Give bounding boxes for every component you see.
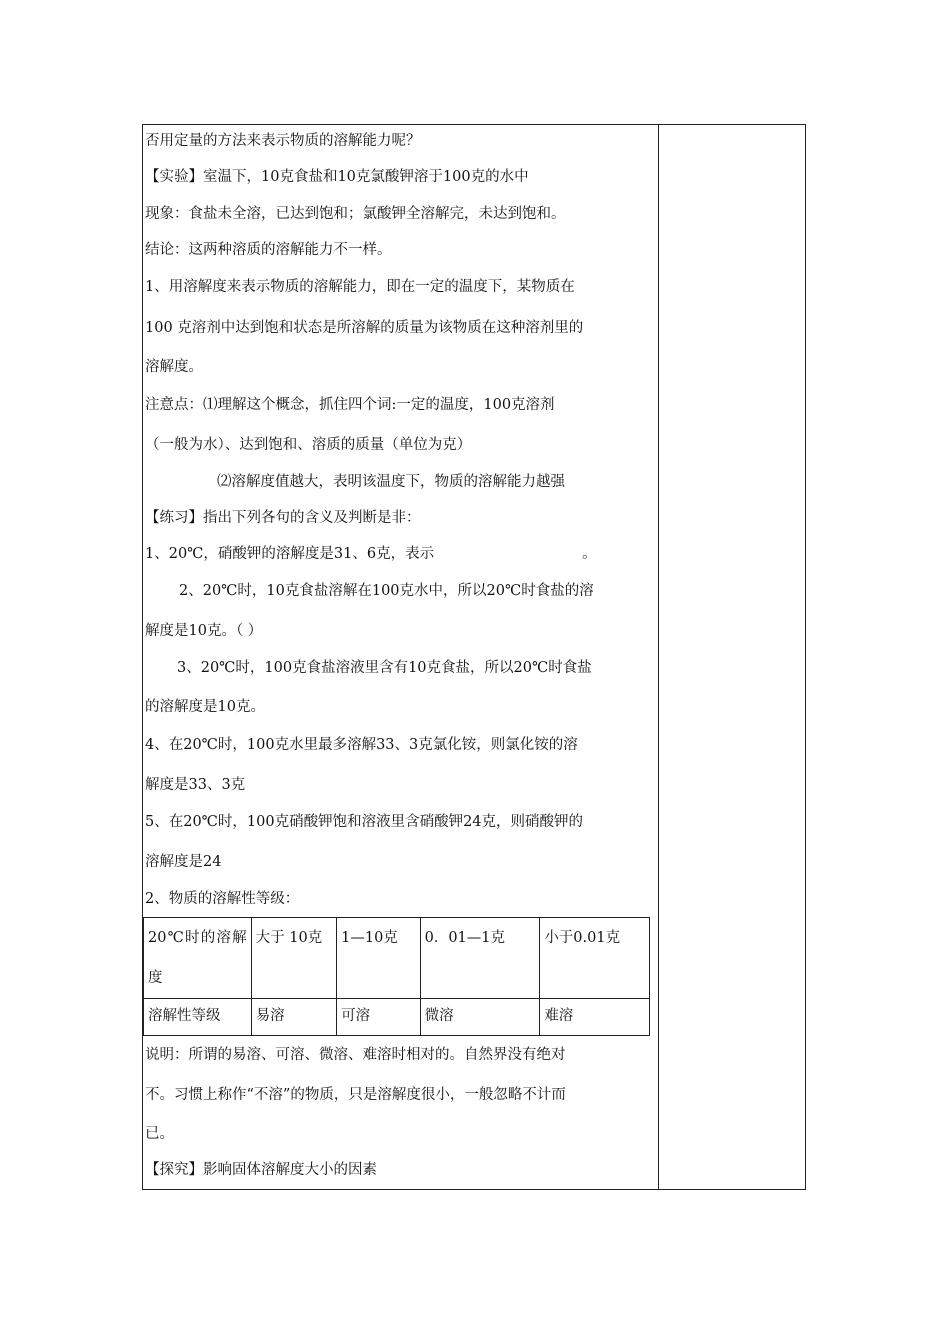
table-cell: 易溶: [251, 999, 337, 1036]
table-cell: 难溶: [540, 999, 650, 1036]
table-cell: 可溶: [337, 999, 420, 1036]
practice-item-end: 。: [582, 546, 597, 562]
solubility-level-heading: 2、物质的溶解性等级：: [145, 891, 300, 907]
explanation-line: 说明：所谓的易溶、可溶、微溶、难溶时相对的。自然界没有绝对: [145, 1047, 566, 1063]
explore-heading: 【探究】影响固体溶解度大小的因素: [145, 1162, 377, 1178]
note-line: 注意点：⑴理解这个概念，抓住四个词:一定的温度，100克溶剂: [145, 397, 555, 413]
table-cell: 大于 10克: [251, 918, 337, 999]
solubility-table: [143, 917, 650, 1036]
table-row: [144, 918, 650, 999]
table-cell: 0．01—1克: [420, 918, 540, 999]
table-cell: 1—10克: [337, 918, 420, 999]
practice-heading: 【练习】指出下列各句的含义及判断是非：: [145, 510, 421, 526]
note-line: （一般为水）、达到饱和、溶质的质量（单位为克）: [145, 437, 472, 453]
table-cell: 小于0.01克: [540, 918, 650, 999]
definition-line: 1、用溶解度来表示物质的溶解能力，即在一定的温度下，某物质在: [145, 279, 575, 295]
practice-item: 4、在20℃时，100克水里最多溶解33、3克氯化铵，则氯化铵的溶: [145, 737, 578, 753]
note-line: ⑵溶解度值越大，表明该温度下，物质的溶解能力越强: [217, 474, 565, 490]
table-cell: 20℃时的溶解度: [144, 918, 252, 999]
practice-item: 5、在20℃时，100克硝酸钾饱和溶液里含硝酸钾24克，则硝酸钾的: [145, 814, 584, 830]
table-row: [144, 999, 650, 1036]
column-divider: [658, 125, 659, 1189]
practice-item: 溶解度是24: [145, 854, 222, 870]
practice-item-text: 1、20℃，硝酸钾的溶解度是31、6克，表示: [145, 546, 435, 562]
explanation-line: 已。: [145, 1126, 174, 1142]
experiment-line: 【实验】室温下，10克食盐和10克氯酸钾溶于100克的水中: [145, 169, 529, 185]
phenomenon-line: 现象：食盐未全溶，已达到饱和；氯酸钾全溶解完，未达到饱和。: [145, 206, 566, 222]
practice-item: 2、20℃时，10克食盐溶解在100克水中，所以20℃时食盐的溶: [179, 583, 594, 599]
definition-line: 100 克溶剂中达到饱和状态是所溶解的质量为该物质在这种溶剂里的: [145, 320, 584, 336]
definition-line: 溶解度。: [145, 359, 203, 375]
text-line: 否用定量的方法来表示物质的溶解能力呢？: [145, 133, 421, 149]
practice-item: 3、20℃时，100克食盐溶液里含有10克食盐，所以20℃时食盐: [177, 660, 592, 676]
practice-item: 的溶解度是10克。: [145, 699, 265, 715]
lesson-table: [142, 124, 806, 1190]
table-cell: 微溶: [420, 999, 540, 1036]
practice-item: 解度是10克。（ ）: [145, 623, 263, 639]
conclusion-line: 结论：这两种溶质的溶解能力不一样。: [145, 242, 392, 258]
table-cell: 溶解性等级: [144, 999, 252, 1036]
explanation-line: 不。习惯上称作“不溶”的物质，只是溶解度很小，一般忽略不计而: [145, 1087, 566, 1103]
practice-item: 解度是33、3克: [145, 777, 246, 793]
practice-item: [145, 542, 597, 563]
